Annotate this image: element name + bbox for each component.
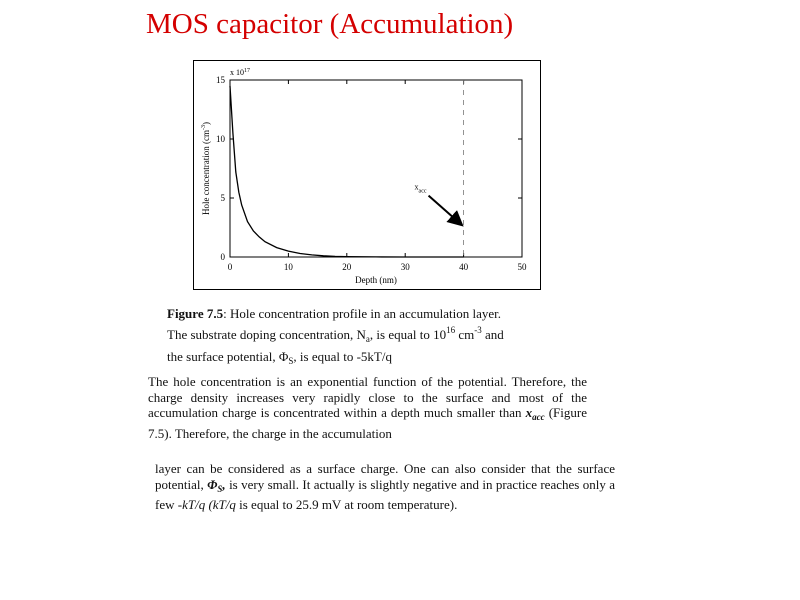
- caption-unit: cm: [455, 327, 475, 342]
- caption-line3-pre: the surface potential, Φ: [167, 349, 289, 364]
- x-tick-label: 50: [517, 262, 527, 272]
- caption-exp: 16: [446, 325, 456, 335]
- phi-main: Φ: [207, 476, 218, 492]
- caption-line3-end: , is equal to -5kT/q: [293, 349, 392, 364]
- phi-sub: S: [217, 483, 223, 494]
- slide-title: MOS capacitor (Accumulation): [146, 8, 514, 40]
- y-multiplier-label: x $10^{17}$: [230, 68, 250, 77]
- phi-comma: ,: [222, 476, 226, 492]
- caption-line2-pre: The substrate doping concentration, N: [167, 327, 366, 342]
- paragraph-2-text-c: is equal to 25.9 mV at room temperature).: [235, 497, 458, 512]
- xacc-main: x: [525, 405, 533, 420]
- xacc-arrow: [429, 196, 461, 224]
- xacc-symbol: [526, 405, 545, 420]
- paragraph-1-text-b: (Figure 7.5). Therefore, the charge in the accumulation: [148, 405, 587, 441]
- x-axis-label: Depth (nm): [355, 275, 397, 285]
- caption-label: Figure 7.5: [167, 306, 224, 321]
- x-tick-label: 10: [283, 262, 293, 272]
- hole-concentration-curve: [230, 86, 464, 257]
- paragraph-2-text-a: layer can be considered as a surface charge. One can also consider that the surface potential,: [155, 461, 615, 492]
- figure-caption: [167, 305, 587, 370]
- phi-s-symbol: [207, 477, 226, 492]
- paragraph-2-text-b: is very small. It actually is slightly negative and in practice reaches only a few: [155, 476, 615, 512]
- y-tick-label: 5: [220, 193, 225, 203]
- xacc-chart-label: $x_{acc}$: [414, 182, 427, 195]
- paragraph-1: [148, 374, 587, 441]
- caption-unit-exp: -3: [474, 325, 482, 335]
- y-axis-label: Hole concentration $(cm^{-3})$: [201, 122, 211, 215]
- caption-na-sub: a: [365, 334, 370, 344]
- plot-area-box: [230, 80, 522, 257]
- y-tick-label: 0: [220, 252, 225, 262]
- caption-line2-mid: , is equal to 10: [369, 327, 447, 342]
- caption-line2-end: and: [481, 327, 504, 342]
- caption-line1: : Hole concentration profile in an accumulation layer.: [223, 306, 502, 321]
- x-tick-label: 30: [400, 262, 410, 272]
- paragraph-1-text-a: The hole concentration is an exponential function of the potential. Therefore, the charge density increases very rapidly close to the surface and most of the accumulation charge is concentrated within a depth much smaller than: [148, 374, 587, 420]
- chart-figure: [193, 60, 541, 290]
- x-tick-label: 40: [459, 262, 469, 272]
- hole-concentration-chart: [194, 61, 540, 289]
- y-tick-label: 10: [216, 134, 225, 144]
- x-tick-label: 20: [342, 262, 352, 272]
- caption-phi-sub: S: [288, 356, 294, 366]
- x-tick-label: 0: [227, 262, 233, 272]
- ktq-text: -kT/q (kT/q: [177, 497, 236, 512]
- xacc-sub: acc: [532, 412, 545, 422]
- paragraph-2: [155, 461, 615, 513]
- y-tick-label: 15: [216, 75, 225, 85]
